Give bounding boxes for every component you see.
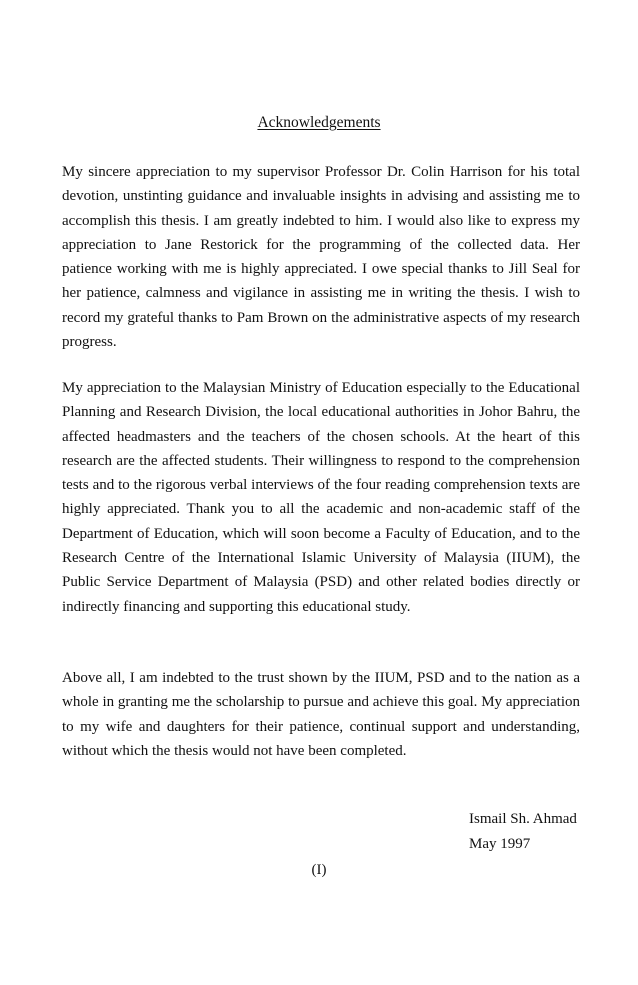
page-title: Acknowledgements	[257, 114, 381, 131]
signature-date: May 1997	[469, 835, 531, 852]
signature-block	[469, 807, 577, 856]
page-number: (I)	[311, 862, 327, 878]
paragraph-supervisor-thanks: My sincere appreciation to my supervisor Professor Dr. Colin Harrison for his total devotion, unstinting guidance and invaluable insights in advising and assisting me to accomplish this thesis. I am greatly indebted to him. I would also like to express my appreciation to Jane Restorick for the programming of the collected data. Her patience working with me is highly appreciated. I owe special thanks to Jill Seal for her patience, calmness and vigilance in assisting me in writing the thesis. I wish to record my grateful thanks to Pam Brown on the administrative aspects of my research progress.	[62, 164, 580, 351]
paragraph-family-thanks: Above all, I am indebted to the trust shown by the IIUM, PSD and to the nation as a whole in granting me the scholarship to pursue and achieve this goal. My appreciation to my wife and daughters for their patience, continual support and understanding, without which the thesis would not have been completed.	[62, 670, 580, 759]
signature-name: Ismail Sh. Ahmad	[469, 811, 577, 827]
paragraph-ministry-thanks: My appreciation to the Malaysian Ministry of Education especially to the Educational Planning and Research Division, the local educational authorities in Johor Bahru, the affected headmasters and the teachers of the chosen schools. At the heart of this research are the affected students. Their willingness to respond to the comprehension tests and to the rigorous verbal interviews of the four reading comprehension texts are highly appreciated. Thank you to all the academic and non-academic staff of the Department of Education, which will soon become a Faculty of Education, and to the Research Centre of the International Islamic University of Malaysia (IIUM), the Public Service Department of Malaysia (PSD) and other related bodies directly or indirectly financing and supporting this educational study.	[62, 380, 580, 615]
